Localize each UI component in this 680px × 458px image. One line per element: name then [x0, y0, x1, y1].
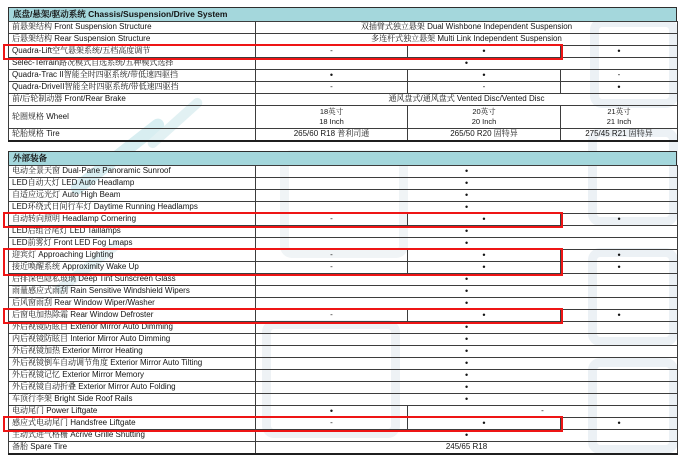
value-cell: - [408, 406, 678, 418]
section-header-exterior: 外部装备 [8, 151, 677, 165]
present-dot: • [464, 369, 469, 380]
value-cell [256, 106, 408, 129]
value-cell [256, 370, 678, 382]
present-dot: • [482, 417, 486, 428]
value-cell [561, 262, 678, 274]
value-cell [256, 298, 678, 310]
row-label: 后风窗雨刮 Rear Window Wiper/Washer [9, 298, 256, 310]
table-row [9, 226, 678, 238]
value-cell [561, 106, 678, 129]
table-row [9, 70, 678, 82]
present-dot: • [464, 333, 469, 344]
value-cell: - [256, 262, 408, 274]
value-cell [408, 70, 561, 82]
table-row [9, 202, 678, 214]
value-cell [408, 418, 561, 430]
spec-table-chassis [8, 21, 678, 142]
value-cell [256, 238, 678, 250]
table-row [9, 346, 678, 358]
value-cell: - [561, 70, 678, 82]
present-dot: • [329, 69, 334, 80]
value-cell [256, 202, 678, 214]
present-dot: • [464, 225, 469, 236]
value-cell [256, 286, 678, 298]
row-label: 感应式电动尾门 Handsfree Liftgate [9, 418, 256, 430]
row-label: LED前雾灯 Front LED Fog Lmaps [9, 238, 256, 250]
value-cell [256, 406, 408, 418]
table-row [9, 406, 678, 418]
value-cell [561, 418, 678, 430]
value-cell: 275/45 R21 固特异 [561, 129, 678, 142]
table-row [9, 430, 678, 442]
row-label: 迎宾灯 Approaching Lighting [9, 250, 256, 262]
row-label: 外后视镜记忆 Exterior Mirror Memory [9, 370, 256, 382]
row-label: 轮圈规格 Wheel [9, 106, 256, 129]
table-row [9, 286, 678, 298]
row-label: 外后视镜防眩目 Exterior Mirror Auto Dimming [9, 322, 256, 334]
value-cell [256, 274, 678, 286]
present-dot: • [617, 309, 621, 320]
value-cell: - [256, 310, 408, 322]
row-label: 后排深色隐私玻璃 Deep Tint Sunscreen Glass [9, 274, 256, 286]
present-dot: • [617, 81, 621, 92]
value-cell [256, 70, 408, 82]
value-cell [256, 394, 678, 406]
table-row [9, 178, 678, 190]
table-row [9, 370, 678, 382]
value-cell [561, 310, 678, 322]
section-chassis [8, 7, 677, 142]
value-cell: - [256, 82, 408, 94]
value-cell: - [256, 214, 408, 226]
row-label: 外后视镜倒车自动调节角度 Exterior Mirror Auto Tilting [9, 358, 256, 370]
value-cell [256, 322, 678, 334]
row-label: 主动式进气格栅 Acrive Grille Shutting [9, 430, 256, 442]
value-cell [561, 214, 678, 226]
row-label: Quadra-Lift空气悬架系统/五档高度调节 [9, 46, 256, 58]
value-cell: - [256, 250, 408, 262]
table-row [9, 129, 678, 142]
present-dot: • [482, 45, 486, 56]
value-cell [256, 166, 678, 178]
value-cell [408, 250, 561, 262]
row-label: 备胎 Spare Tire [9, 442, 256, 455]
table-row [9, 34, 678, 46]
table-row [9, 46, 678, 58]
table-row [9, 106, 678, 129]
table-row [9, 238, 678, 250]
table-row [9, 310, 678, 322]
present-dot: • [482, 213, 486, 224]
row-label: 前/后轮制动器 Front/Rear Brake [9, 94, 256, 106]
row-label: LED自动大灯 LED Auto Headlamp [9, 178, 256, 190]
table-row [9, 334, 678, 346]
table-row [9, 298, 678, 310]
present-dot: • [464, 237, 469, 248]
value-cell [561, 250, 678, 262]
row-label: LED环绕式日间行车灯 Daytime Running Headlamps [9, 202, 256, 214]
table-row [9, 214, 678, 226]
row-label: 内后视镜防眩目 Interior Mirror Auto Dimming [9, 334, 256, 346]
row-label: 后悬架结构 Rear Suspension Structure [9, 34, 256, 46]
row-label: Quadra-DriveII智能全时四驱系统/带低速四驱挡 [9, 82, 256, 94]
value-cell: - [256, 418, 408, 430]
table-row [9, 358, 678, 370]
present-dot: • [482, 249, 486, 260]
table-row [9, 82, 678, 94]
row-label: 外后视镜自动折叠 Exterior Mirror Auto Folding [9, 382, 256, 394]
spec-table-exterior [8, 165, 678, 455]
present-dot: • [617, 261, 621, 272]
present-dot: • [617, 417, 621, 428]
section-exterior [8, 151, 677, 455]
row-label: 电动尾门 Power Liftgate [9, 406, 256, 418]
row-label: 电动全景天窗 Dual-Pane Panoramic Sunroof [9, 166, 256, 178]
table-row [9, 262, 678, 274]
present-dot: • [464, 189, 469, 200]
value-line: 20英寸 [472, 107, 496, 116]
value-cell [256, 58, 678, 70]
present-dot: • [617, 249, 621, 260]
present-dot: • [617, 45, 621, 56]
value-cell: 265/60 R18 普利司通 [256, 129, 408, 142]
table-row [9, 382, 678, 394]
table-row [9, 190, 678, 202]
present-dot: • [464, 285, 469, 296]
present-dot: • [464, 57, 469, 68]
value-cell [408, 46, 561, 58]
value-cell [561, 46, 678, 58]
row-label: 车顶行李架 Bright Side Roof Rails [9, 394, 256, 406]
value-cell [561, 82, 678, 94]
present-dot: • [464, 177, 469, 188]
value-cell: 265/50 R20 固特异 [408, 129, 561, 142]
present-dot: • [464, 297, 469, 308]
present-dot: • [464, 357, 469, 368]
row-label: 轮胎规格 Tire [9, 129, 256, 142]
value-cell [256, 430, 678, 442]
value-cell [256, 190, 678, 202]
value-cell: - [256, 46, 408, 58]
table-row [9, 418, 678, 430]
value-line: 18英寸 [319, 107, 344, 116]
row-label: LED后组合尾灯 LED Taillamps [9, 226, 256, 238]
table-row [9, 58, 678, 70]
value-cell [408, 214, 561, 226]
value-cell [256, 358, 678, 370]
value-cell: 通风盘式/通风盘式 Vented Disc/Vented Disc [256, 94, 678, 106]
present-dot: • [482, 261, 486, 272]
present-dot: • [464, 393, 469, 404]
row-label: 雨量感应式雨刮 Rain Sensitive Windshield Wipers [9, 286, 256, 298]
present-dot: • [482, 309, 486, 320]
present-dot: • [464, 381, 469, 392]
present-dot: • [329, 405, 334, 416]
value-cell [256, 178, 678, 190]
present-dot: • [464, 201, 469, 212]
value-cell: - [408, 82, 561, 94]
value-line: 21英寸 [607, 107, 631, 116]
present-dot: • [482, 69, 486, 80]
table-row [9, 322, 678, 334]
value-cell [408, 310, 561, 322]
value-cell [256, 226, 678, 238]
value-cell: 245/65 R18 [256, 442, 678, 455]
present-dot: • [464, 345, 469, 356]
value-cell: 双插臂式独立悬架 Dual Wishbone Independent Suspension [256, 22, 678, 34]
value-cell [256, 334, 678, 346]
row-label: 后窗电加热除霜 Rear Window Defroster [9, 310, 256, 322]
row-label: 外后视镜加热 Exterior Mirror Heating [9, 346, 256, 358]
table-row [9, 94, 678, 106]
table-row [9, 250, 678, 262]
value-cell [408, 262, 561, 274]
table-row [9, 166, 678, 178]
value-cell: 多连杆式独立悬架 Multi Link Independent Suspension [256, 34, 678, 46]
value-line: 20 Inch [471, 117, 497, 126]
table-row [9, 442, 678, 455]
value-cell [256, 382, 678, 394]
present-dot: • [464, 321, 469, 332]
value-cell [408, 106, 561, 129]
section-header-chassis: 底盘/悬架/驱动系统 Chassis/Suspension/Drive System [8, 7, 677, 21]
row-label: 自适应远光灯 Auto High Beam [9, 190, 256, 202]
row-label: 前悬架结构 Front Suspension Structure [9, 22, 256, 34]
table-row [9, 22, 678, 34]
present-dot: • [464, 429, 469, 440]
present-dot: • [617, 213, 621, 224]
row-label: Selec-Terrain路况模式自选系统/五种模式选择 [9, 58, 256, 70]
row-label: Quadra-Trac II智能全时四驱系统/带低速四驱挡 [9, 70, 256, 82]
value-cell [256, 346, 678, 358]
value-line: 18 Inch [319, 117, 344, 126]
table-row [9, 394, 678, 406]
row-label: 接近唤醒系统 Approximity Wake Up [9, 262, 256, 274]
present-dot: • [464, 273, 469, 284]
row-label: 自动转向照明 Headlamp Cornering [9, 214, 256, 226]
value-line: 21 Inch [606, 117, 632, 126]
present-dot: • [464, 165, 469, 176]
table-row [9, 274, 678, 286]
